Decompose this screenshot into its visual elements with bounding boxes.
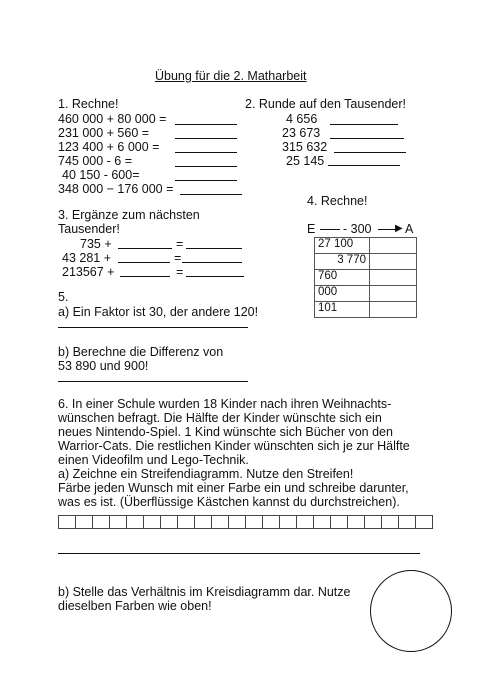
- task2-row: 23 673: [282, 126, 321, 140]
- table-row: [315, 286, 417, 302]
- task3-heading: Tausender!: [58, 222, 120, 236]
- task3-row: 43 281 +: [62, 251, 112, 265]
- table-row: [315, 238, 417, 254]
- answer-line[interactable]: [330, 138, 404, 139]
- table-cell: 760: [315, 270, 370, 286]
- stripe-box[interactable]: [381, 515, 399, 529]
- table-cell: 000: [315, 286, 370, 302]
- answer-cell[interactable]: [370, 302, 417, 318]
- answer-line[interactable]: [180, 194, 242, 195]
- task1-row: 123 400 + 6 000 =: [58, 140, 160, 154]
- task1-row: 460 000 + 80 000 =: [58, 112, 167, 126]
- answer-line[interactable]: [175, 166, 237, 167]
- answer-line[interactable]: [328, 165, 400, 166]
- arrow-line: [320, 229, 340, 230]
- task6-b: dieselben Farben wie oben!: [58, 599, 212, 613]
- task3-equals: =: [176, 265, 184, 279]
- answer-line[interactable]: [58, 553, 420, 554]
- task1-heading: 1. Rechne!: [58, 97, 119, 111]
- table-cell: 3 770: [315, 254, 370, 270]
- table-row: [315, 254, 417, 270]
- task6-text: wünschen befragt. Die Hälfte der Kinder wünschte sich ein: [58, 411, 382, 425]
- task5-b: b) Berechne die Differenz von: [58, 345, 224, 359]
- task6-text: einen Videofilm und Lego-Technik.: [58, 453, 249, 467]
- answer-line[interactable]: [118, 248, 172, 249]
- stripe-box[interactable]: [364, 515, 382, 529]
- stripe-box[interactable]: [143, 515, 161, 529]
- task2-heading: 2. Runde auf den Tausender!: [245, 97, 407, 111]
- stripe-box[interactable]: [75, 515, 93, 529]
- pie-chart-circle[interactable]: [370, 570, 452, 652]
- task4-heading: 4. Rechne!: [307, 194, 368, 208]
- stripe-box[interactable]: [160, 515, 178, 529]
- stripe-box[interactable]: [58, 515, 76, 529]
- answer-line[interactable]: [118, 262, 170, 263]
- task6-text: Färbe jeden Wunsch mit einer Farbe ein und schreibe darunter,: [58, 481, 409, 495]
- task5-b: 53 890 und 900!: [58, 359, 149, 373]
- answer-line[interactable]: [330, 124, 398, 125]
- answer-line[interactable]: [186, 276, 244, 277]
- stripe-box[interactable]: [92, 515, 110, 529]
- task6-text: Warrior-Cats. Die restlichen Kinder wünschten sich je zur Hälfte: [58, 439, 410, 453]
- stripe-box[interactable]: [245, 515, 263, 529]
- stripe-box[interactable]: [126, 515, 144, 529]
- answer-line[interactable]: [175, 124, 237, 125]
- task3-row: 735 +: [80, 237, 112, 251]
- stripe-box[interactable]: [347, 515, 365, 529]
- task2-row: 4 656: [286, 112, 318, 126]
- task4-table: [314, 237, 417, 318]
- table-cell: 27 100: [315, 238, 370, 254]
- stripe-diagram[interactable]: [58, 515, 432, 529]
- answer-cell[interactable]: [370, 254, 417, 270]
- answer-line[interactable]: [334, 152, 406, 153]
- stripe-box[interactable]: [398, 515, 416, 529]
- stripe-box[interactable]: [415, 515, 433, 529]
- stripe-box[interactable]: [211, 515, 229, 529]
- stripe-box[interactable]: [296, 515, 314, 529]
- stripe-box[interactable]: [313, 515, 331, 529]
- answer-line[interactable]: [186, 248, 242, 249]
- task1-row: 348 000 − 176 000 =: [58, 182, 174, 196]
- answer-line[interactable]: [58, 381, 248, 382]
- task1-row: 231 000 + 560 =: [58, 126, 150, 140]
- task3-row: 213567 +: [62, 265, 115, 279]
- answer-cell[interactable]: [370, 286, 417, 302]
- answer-line[interactable]: [175, 180, 237, 181]
- table-row: [315, 270, 417, 286]
- arrow-head-icon: ▶: [395, 223, 403, 234]
- task5-heading: 5.: [58, 290, 69, 304]
- answer-cell[interactable]: [370, 270, 417, 286]
- task6-text: 6. In einer Schule wurden 18 Kinder nach ihren Weihnachts-: [58, 397, 392, 411]
- task3-equals: =: [176, 237, 184, 251]
- answer-cell[interactable]: [370, 238, 417, 254]
- answer-line[interactable]: [120, 276, 170, 277]
- answer-line[interactable]: [175, 152, 237, 153]
- task6-text: a) Zeichne ein Streifendiagramm. Nutze den Streifen!: [58, 467, 354, 481]
- table-cell: 101: [315, 302, 370, 318]
- label-a: A: [405, 222, 414, 236]
- task2-row: 25 145: [286, 154, 325, 168]
- task3-heading: 3. Ergänze zum nächsten: [58, 208, 200, 222]
- stripe-box[interactable]: [228, 515, 246, 529]
- stripe-box[interactable]: [279, 515, 297, 529]
- stripe-box[interactable]: [109, 515, 127, 529]
- task5-a: a) Ein Faktor ist 30, der andere 120!: [58, 305, 259, 319]
- stripe-box[interactable]: [262, 515, 280, 529]
- stripe-box[interactable]: [177, 515, 195, 529]
- task6-text: was es ist. (Überflüssige Kästchen kannst du durchstreichen).: [58, 495, 400, 509]
- task6-b: b) Stelle das Verhältnis im Kreisdiagramm dar. Nutze: [58, 585, 351, 599]
- table-row: [315, 302, 417, 318]
- answer-line[interactable]: [182, 262, 242, 263]
- operator-label: - 300: [343, 222, 372, 236]
- stripe-box[interactable]: [330, 515, 348, 529]
- label-e: E: [307, 222, 316, 236]
- task1-row: 40 150 - 600=: [62, 168, 140, 182]
- task6-text: neues Nintendo-Spiel. 1 Kind wünschte sich Bücher von den: [58, 425, 393, 439]
- page-title: Übung für die 2. Matharbeit: [155, 69, 307, 83]
- task3-equals: =: [174, 251, 182, 265]
- stripe-box[interactable]: [194, 515, 212, 529]
- task4-table-wrap: [314, 237, 418, 314]
- answer-line[interactable]: [175, 138, 237, 139]
- answer-line[interactable]: [58, 327, 248, 328]
- task2-row: 315 632: [282, 140, 328, 154]
- task1-row: 745 000 - 6 =: [58, 154, 133, 168]
